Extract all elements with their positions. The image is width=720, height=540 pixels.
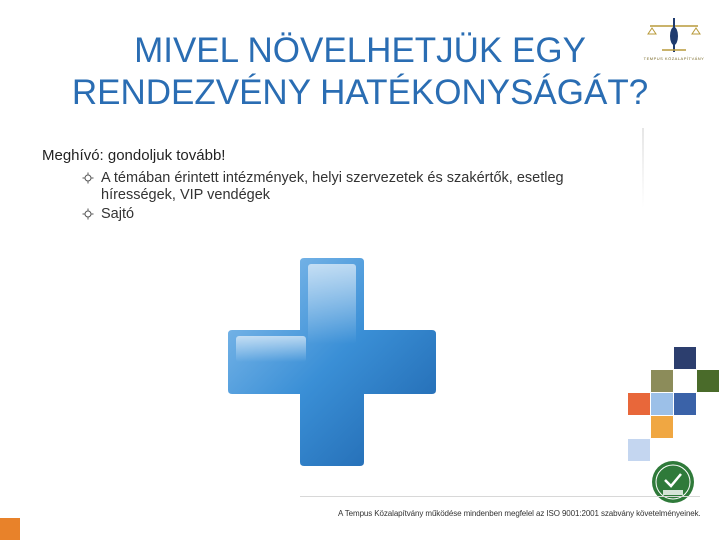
bullet-text-line-2: hírességek, VIP vendégek xyxy=(101,187,271,203)
decor-square xyxy=(628,439,650,461)
bullet-text-line-1: A témában érintett intézmények, helyi szervezetek és szakértők, esetleg xyxy=(101,170,564,186)
decor-square xyxy=(651,393,673,415)
corner-accent xyxy=(0,518,20,540)
decor-square xyxy=(651,370,673,392)
decor-square xyxy=(697,370,719,392)
footer-divider xyxy=(300,496,700,497)
body-heading: Meghívó: gondoljuk tovább! xyxy=(42,147,226,164)
decor-square xyxy=(674,347,696,369)
decor-square xyxy=(674,393,696,415)
bullet-item xyxy=(42,206,632,223)
tempus-logo xyxy=(640,12,708,64)
slide-title-line-1: MIVEL NÖVELHETJÜK EGY xyxy=(134,31,586,70)
decor-square xyxy=(651,416,673,438)
slide-title-line-2: RENDEZVÉNY HATÉKONYSÁGÁT? xyxy=(71,73,649,112)
star-bullet-icon xyxy=(82,208,94,220)
bullet-item xyxy=(42,170,632,204)
tempus-logo-icon xyxy=(640,12,708,56)
decor-square xyxy=(628,393,650,415)
slide-body xyxy=(42,146,632,223)
plus-cross-icon xyxy=(228,258,436,466)
divider-line xyxy=(642,128,644,208)
slide-title xyxy=(30,30,690,114)
star-bullet-icon xyxy=(82,172,94,184)
bullet-text: Sajtó xyxy=(101,206,135,222)
iso-certification-badge-icon xyxy=(651,460,695,504)
footer-note: A Tempus Közalapítvány működése mindenben megfelel az ISO 9001:2001 szabvány követelményeinek. xyxy=(338,509,701,518)
logo-text: TEMPUS KÖZALAPÍTVÁNY xyxy=(643,56,705,61)
